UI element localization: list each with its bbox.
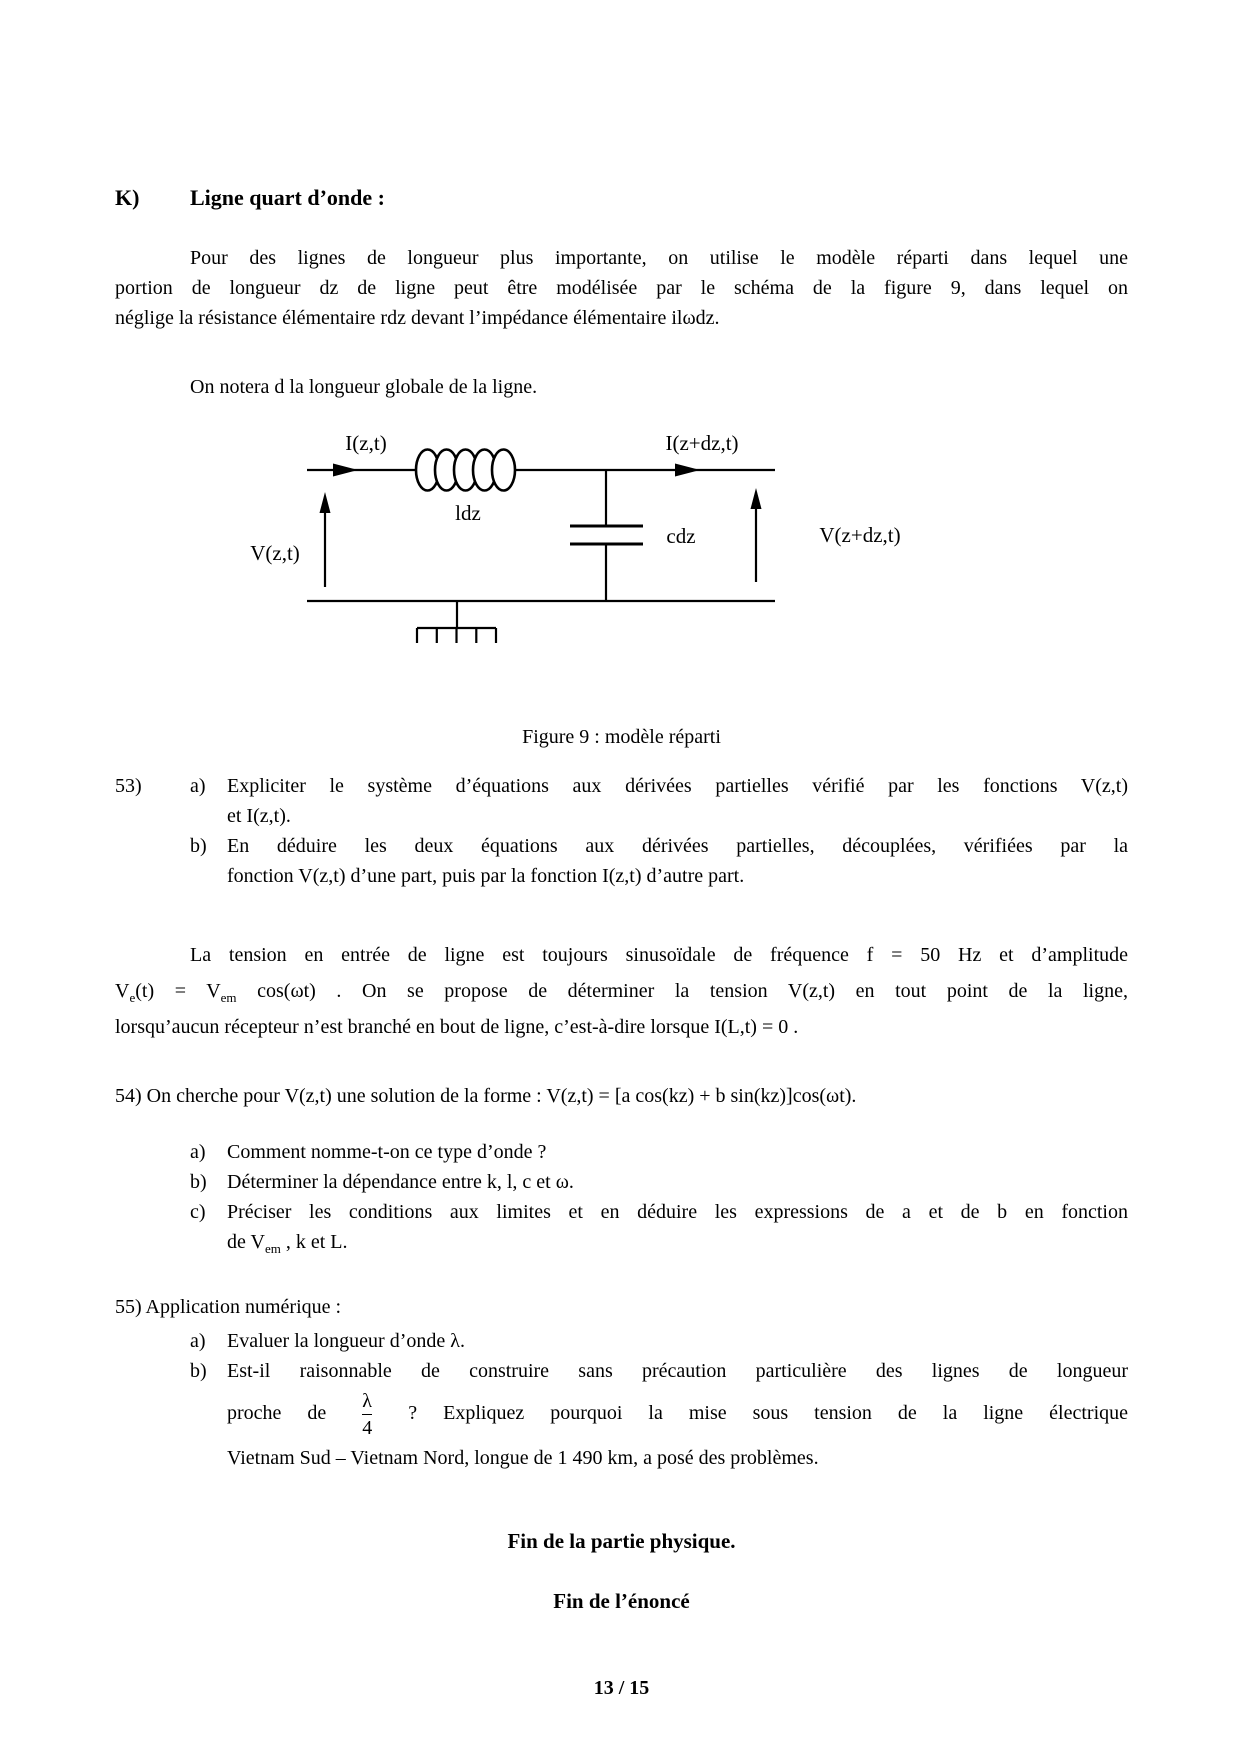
current-right-arrow-icon bbox=[675, 464, 700, 477]
question-55-heading: 55) Application numérique : bbox=[115, 1296, 342, 1318]
subscript: em bbox=[264, 1241, 281, 1256]
text-line: néglige la résistance élémentaire rdz devant l’impédance élémentaire ilωdz. bbox=[115, 307, 720, 329]
intro-paragraph bbox=[115, 243, 1128, 333]
subscript: em bbox=[220, 990, 237, 1005]
text-line: de $V_{em}$ , k et L. bbox=[227, 1231, 348, 1256]
section-title: Ligne quart d’onde : bbox=[190, 185, 385, 210]
label-capacitor: cdz bbox=[666, 524, 696, 548]
question-55a bbox=[190, 1326, 1128, 1356]
text-line: En déduire les deux équations aux dérivées partielles, découplées, vérifiées par la bbox=[227, 835, 1128, 857]
text-line: Evaluer la longueur d’onde λ. bbox=[227, 1330, 465, 1352]
text-line: fonction V(z,t) d’une part, puis par la fonction I(z,t) d’autre part. bbox=[227, 865, 745, 887]
item-label: a) bbox=[190, 1330, 206, 1352]
tension-paragraph bbox=[115, 937, 1128, 1045]
capacitor-icon bbox=[570, 470, 643, 601]
question-53-number: 53) bbox=[115, 775, 142, 797]
text-line: Déterminer la dépendance entre k, l, c et ω. bbox=[227, 1171, 574, 1193]
lambda-over-4-fraction: $\frac{\lambda}{4}$ bbox=[362, 1390, 373, 1439]
item-label: c) bbox=[190, 1201, 206, 1223]
voltage-right-arrow-icon bbox=[751, 488, 762, 582]
text-line: Pour des lignes de longueur plus importante, on utilise le modèle réparti dans lequel une bbox=[190, 247, 1128, 269]
figure-caption: Figure 9 : modèle réparti bbox=[522, 726, 721, 748]
item-label: b) bbox=[190, 1360, 207, 1382]
text-line: proche de $\frac{\lambda}{4}$ ? Expliquez pourquoi la mise sous tension de la ligne électrique bbox=[227, 1390, 1129, 1439]
label-current-right: I(z+dz,t) bbox=[665, 431, 739, 455]
figure-9 bbox=[230, 420, 1128, 669]
ground-icon bbox=[417, 601, 496, 643]
question-54-items bbox=[190, 1137, 1128, 1257]
item-label: a) bbox=[190, 1141, 206, 1163]
note-paragraph: On notera d la longueur globale de la ligne. bbox=[190, 376, 538, 398]
text-line: $V_e(t) = V_{em}$ cos(ωt) . On se propose de déterminer la tension V(z,t) en tout point de la ligne, bbox=[115, 980, 1128, 1005]
page-number: 13 / 15 bbox=[593, 1677, 650, 1699]
label-inductor: ldz bbox=[455, 501, 481, 525]
text-line: Est-il raisonnable de construire sans précaution particulière des lignes de longueur bbox=[227, 1360, 1128, 1382]
end-of-physics-line: Fin de la partie physique. bbox=[507, 1529, 736, 1553]
question-53 bbox=[115, 771, 1128, 891]
question-55-items bbox=[190, 1326, 1128, 1473]
text-line: Vietnam Sud – Vietnam Nord, longue de 1 490 km, a posé des problèmes. bbox=[227, 1447, 819, 1469]
text-line: lorsqu’aucun récepteur n’est branché en bout de ligne, c’est-à-dire lorsque I(L,t) = 0 . bbox=[115, 1016, 799, 1038]
circuit-diagram bbox=[230, 420, 930, 660]
text-line: Préciser les conditions aux limites et en déduire les expressions de a et de b en fonction bbox=[227, 1201, 1128, 1223]
section-heading bbox=[115, 183, 1128, 213]
inductor-coil-icon bbox=[416, 450, 515, 491]
text-line: Comment nomme-t-on ce type d’onde ? bbox=[227, 1141, 547, 1163]
text-line: La tension en entrée de ligne est toujours sinusoïdale de fréquence f = 50 Hz et d’amplitude bbox=[190, 944, 1128, 966]
voltage-left-arrow-icon bbox=[320, 492, 331, 587]
label-current-left: I(z,t) bbox=[345, 431, 387, 455]
end-of-statement-line: Fin de l’énoncé bbox=[553, 1589, 690, 1613]
question-54a bbox=[190, 1137, 1128, 1167]
section-letter: K) bbox=[115, 185, 140, 210]
item-label: b) bbox=[190, 1171, 207, 1193]
text-line: Expliciter le système d’équations aux dérivées partielles vérifié par les fonctions V(z,t) bbox=[227, 775, 1128, 797]
current-left-arrow-icon bbox=[333, 464, 358, 477]
question-53b bbox=[190, 831, 1128, 891]
item-label: a) bbox=[190, 775, 206, 797]
text-line: portion de longueur dz de ligne peut être modélisée par le schéma de la figure 9, dans lequel on bbox=[115, 277, 1128, 299]
item-label: b) bbox=[190, 835, 207, 857]
label-voltage-right: V(z+dz,t) bbox=[819, 523, 901, 547]
question-54c bbox=[190, 1197, 1128, 1257]
question-53a bbox=[190, 771, 1128, 831]
question-54-intro: 54) On cherche pour V(z,t) une solution de la forme : V(z,t) = [a cos(kz) + b sin(kz)]cos(ωt). bbox=[115, 1085, 857, 1107]
question-54b bbox=[190, 1167, 1128, 1197]
subscript: e bbox=[129, 990, 136, 1005]
text-line: et I(z,t). bbox=[227, 805, 291, 827]
question-55b bbox=[190, 1356, 1128, 1473]
label-voltage-left: V(z,t) bbox=[250, 541, 300, 565]
